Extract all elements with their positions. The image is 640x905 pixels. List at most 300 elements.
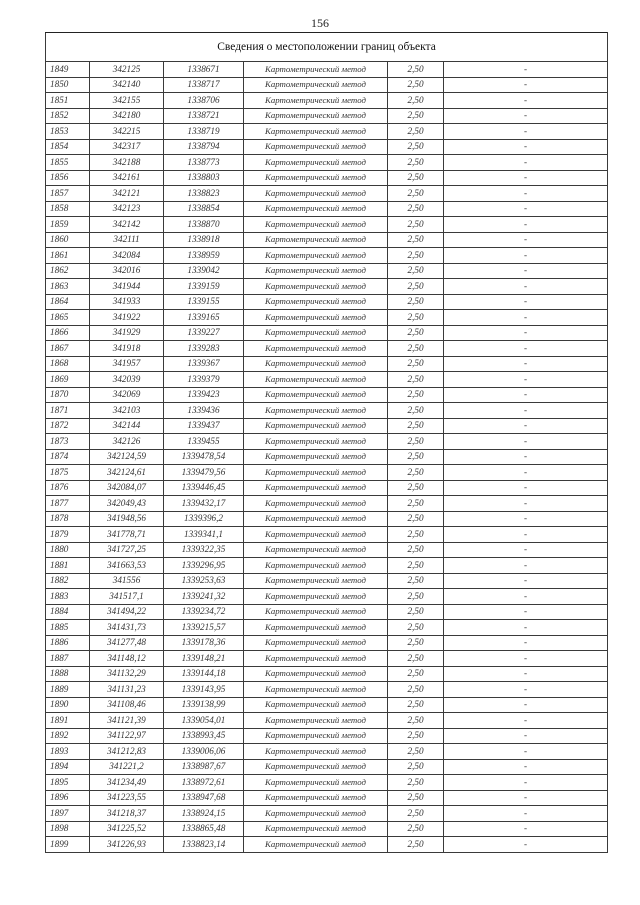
description-cell: -	[444, 77, 608, 93]
coordinate-x-cell: 341929	[90, 325, 164, 341]
coordinate-y-cell: 1339155	[164, 294, 244, 310]
accuracy-cell: 2,50	[388, 403, 444, 419]
method-cell: Картометрический метод	[244, 527, 388, 543]
accuracy-cell: 2,50	[388, 558, 444, 574]
accuracy-cell: 2,50	[388, 341, 444, 357]
point-number-cell: 1850	[46, 77, 90, 93]
coordinate-y-cell: 1339054,01	[164, 713, 244, 729]
table-row	[46, 682, 608, 698]
coordinate-y-cell: 1339178,36	[164, 635, 244, 651]
coordinate-y-cell: 1339253,63	[164, 573, 244, 589]
accuracy-cell: 2,50	[388, 620, 444, 636]
coordinate-x-cell: 341948,56	[90, 511, 164, 527]
description-cell: -	[444, 666, 608, 682]
point-number-cell: 1877	[46, 496, 90, 512]
accuracy-cell: 2,50	[388, 124, 444, 140]
method-cell: Картометрический метод	[244, 573, 388, 589]
description-cell: -	[444, 759, 608, 775]
coordinate-y-cell: 1339296,95	[164, 558, 244, 574]
coordinate-y-cell: 1338823,14	[164, 837, 244, 853]
method-cell: Картометрический метод	[244, 93, 388, 109]
point-number-cell: 1854	[46, 139, 90, 155]
coordinate-y-cell: 1338924,15	[164, 806, 244, 822]
table-row	[46, 511, 608, 527]
point-number-cell: 1889	[46, 682, 90, 698]
coordinate-x-cell: 341277,48	[90, 635, 164, 651]
description-cell: -	[444, 604, 608, 620]
description-cell: -	[444, 108, 608, 124]
description-cell: -	[444, 170, 608, 186]
table-row	[46, 713, 608, 729]
point-number-cell: 1898	[46, 821, 90, 837]
coordinate-y-cell: 1339396,2	[164, 511, 244, 527]
method-cell: Картометрический метод	[244, 279, 388, 295]
table-row	[46, 589, 608, 605]
method-cell: Картометрический метод	[244, 713, 388, 729]
coordinate-y-cell: 1339446,45	[164, 480, 244, 496]
description-cell: -	[444, 620, 608, 636]
accuracy-cell: 2,50	[388, 542, 444, 558]
table-row	[46, 666, 608, 682]
accuracy-cell: 2,50	[388, 356, 444, 372]
accuracy-cell: 2,50	[388, 573, 444, 589]
accuracy-cell: 2,50	[388, 775, 444, 791]
method-cell: Картометрический метод	[244, 449, 388, 465]
coordinate-x-cell: 341225,52	[90, 821, 164, 837]
coordinate-y-cell: 1338717	[164, 77, 244, 93]
method-cell: Картометрический метод	[244, 511, 388, 527]
description-cell: -	[444, 155, 608, 171]
table-row	[46, 821, 608, 837]
coordinate-x-cell: 342016	[90, 263, 164, 279]
point-number-cell: 1897	[46, 806, 90, 822]
description-cell: -	[444, 697, 608, 713]
coordinate-x-cell: 342049,43	[90, 496, 164, 512]
accuracy-cell: 2,50	[388, 666, 444, 682]
accuracy-cell: 2,50	[388, 682, 444, 698]
accuracy-cell: 2,50	[388, 806, 444, 822]
coordinate-y-cell: 1338721	[164, 108, 244, 124]
description-cell: -	[444, 821, 608, 837]
point-number-cell: 1888	[46, 666, 90, 682]
description-cell: -	[444, 480, 608, 496]
table-row	[46, 620, 608, 636]
point-number-cell: 1887	[46, 651, 90, 667]
coordinate-x-cell: 342121	[90, 186, 164, 202]
description-cell: -	[444, 356, 608, 372]
table-row	[46, 418, 608, 434]
description-cell: -	[444, 62, 608, 78]
coordinate-y-cell: 1338959	[164, 248, 244, 264]
point-number-cell: 1855	[46, 155, 90, 171]
coordinate-x-cell: 341778,71	[90, 527, 164, 543]
method-cell: Картометрический метод	[244, 465, 388, 481]
table-row	[46, 263, 608, 279]
method-cell: Картометрический метод	[244, 232, 388, 248]
point-number-cell: 1863	[46, 279, 90, 295]
page-number: 156	[311, 16, 329, 30]
method-cell: Картометрический метод	[244, 186, 388, 202]
coordinate-y-cell: 1339143,95	[164, 682, 244, 698]
description-cell: -	[444, 418, 608, 434]
coordinate-x-cell: 341727,25	[90, 542, 164, 558]
coordinate-x-cell: 342144	[90, 418, 164, 434]
description-cell: -	[444, 744, 608, 760]
point-number-cell: 1861	[46, 248, 90, 264]
method-cell: Картометрический метод	[244, 821, 388, 837]
coordinate-x-cell: 342126	[90, 434, 164, 450]
table-row	[46, 341, 608, 357]
description-cell: -	[444, 589, 608, 605]
method-cell: Картометрический метод	[244, 124, 388, 140]
point-number-cell: 1859	[46, 217, 90, 233]
accuracy-cell: 2,50	[388, 449, 444, 465]
coordinate-y-cell: 1338947,68	[164, 790, 244, 806]
description-cell: -	[444, 248, 608, 264]
point-number-cell: 1872	[46, 418, 90, 434]
coordinate-y-cell: 1339006,06	[164, 744, 244, 760]
coordinate-x-cell: 341663,53	[90, 558, 164, 574]
table-row	[46, 759, 608, 775]
method-cell: Картометрический метод	[244, 759, 388, 775]
coordinate-x-cell: 342215	[90, 124, 164, 140]
method-cell: Картометрический метод	[244, 418, 388, 434]
method-cell: Картометрический метод	[244, 108, 388, 124]
accuracy-cell: 2,50	[388, 527, 444, 543]
coordinate-y-cell: 1339215,57	[164, 620, 244, 636]
coordinate-y-cell: 1338987,67	[164, 759, 244, 775]
table-row	[46, 480, 608, 496]
coordinate-y-cell: 1339437	[164, 418, 244, 434]
coordinate-x-cell: 342180	[90, 108, 164, 124]
coordinate-y-cell: 1339138,99	[164, 697, 244, 713]
accuracy-cell: 2,50	[388, 294, 444, 310]
coordinate-y-cell: 1339234,72	[164, 604, 244, 620]
method-cell: Картометрический метод	[244, 434, 388, 450]
table-row	[46, 775, 608, 791]
description-cell: -	[444, 449, 608, 465]
point-number-cell: 1896	[46, 790, 90, 806]
method-cell: Картометрический метод	[244, 620, 388, 636]
point-number-cell: 1876	[46, 480, 90, 496]
method-cell: Картометрический метод	[244, 155, 388, 171]
accuracy-cell: 2,50	[388, 248, 444, 264]
method-cell: Картометрический метод	[244, 387, 388, 403]
table-row	[46, 728, 608, 744]
description-cell: -	[444, 186, 608, 202]
accuracy-cell: 2,50	[388, 635, 444, 651]
coordinate-y-cell: 1339432,17	[164, 496, 244, 512]
accuracy-cell: 2,50	[388, 418, 444, 434]
coordinate-x-cell: 342155	[90, 93, 164, 109]
accuracy-cell: 2,50	[388, 217, 444, 233]
description-cell: -	[444, 806, 608, 822]
method-cell: Картометрический метод	[244, 697, 388, 713]
method-cell: Картометрический метод	[244, 341, 388, 357]
description-cell: -	[444, 651, 608, 667]
point-number-cell: 1873	[46, 434, 90, 450]
point-number-cell: 1856	[46, 170, 90, 186]
coordinate-y-cell: 1338918	[164, 232, 244, 248]
table-row	[46, 248, 608, 264]
point-number-cell: 1878	[46, 511, 90, 527]
method-cell: Картометрический метод	[244, 356, 388, 372]
point-number-cell: 1864	[46, 294, 90, 310]
coordinate-x-cell: 342188	[90, 155, 164, 171]
point-number-cell: 1884	[46, 604, 90, 620]
point-number-cell: 1874	[46, 449, 90, 465]
table-row	[46, 372, 608, 388]
coordinate-x-cell: 342123	[90, 201, 164, 217]
accuracy-cell: 2,50	[388, 465, 444, 481]
accuracy-cell: 2,50	[388, 279, 444, 295]
coordinate-y-cell: 1338972,61	[164, 775, 244, 791]
accuracy-cell: 2,50	[388, 837, 444, 853]
method-cell: Картометрический метод	[244, 372, 388, 388]
table-row	[46, 403, 608, 419]
table-row	[46, 232, 608, 248]
method-cell: Картометрический метод	[244, 728, 388, 744]
point-number-cell: 1885	[46, 620, 90, 636]
coordinate-x-cell: 341218,37	[90, 806, 164, 822]
accuracy-cell: 2,50	[388, 93, 444, 109]
coordinate-x-cell: 341944	[90, 279, 164, 295]
coordinate-x-cell: 342124,61	[90, 465, 164, 481]
method-cell: Картометрический метод	[244, 775, 388, 791]
description-cell: -	[444, 310, 608, 326]
method-cell: Картометрический метод	[244, 558, 388, 574]
method-cell: Картометрический метод	[244, 62, 388, 78]
coordinate-x-cell: 342084,07	[90, 480, 164, 496]
table-row	[46, 325, 608, 341]
description-cell: -	[444, 232, 608, 248]
point-number-cell: 1849	[46, 62, 90, 78]
point-number-cell: 1893	[46, 744, 90, 760]
table-row	[46, 93, 608, 109]
table-row	[46, 77, 608, 93]
coordinate-y-cell: 1339322,35	[164, 542, 244, 558]
coordinate-y-cell: 1338823	[164, 186, 244, 202]
coordinate-x-cell: 341918	[90, 341, 164, 357]
method-cell: Картометрический метод	[244, 480, 388, 496]
method-cell: Картометрический метод	[244, 589, 388, 605]
coordinate-x-cell: 341131,23	[90, 682, 164, 698]
method-cell: Картометрический метод	[244, 744, 388, 760]
point-number-cell: 1853	[46, 124, 90, 140]
table-row	[46, 356, 608, 372]
accuracy-cell: 2,50	[388, 651, 444, 667]
coordinate-y-cell: 1339341,1	[164, 527, 244, 543]
coordinate-y-cell: 1339241,32	[164, 589, 244, 605]
coordinate-x-cell: 342125	[90, 62, 164, 78]
accuracy-cell: 2,50	[388, 604, 444, 620]
description-cell: -	[444, 558, 608, 574]
method-cell: Картометрический метод	[244, 201, 388, 217]
table-row	[46, 496, 608, 512]
coordinate-y-cell: 1338706	[164, 93, 244, 109]
accuracy-cell: 2,50	[388, 713, 444, 729]
coordinate-x-cell: 341933	[90, 294, 164, 310]
coordinate-x-cell: 342069	[90, 387, 164, 403]
accuracy-cell: 2,50	[388, 170, 444, 186]
table-row	[46, 651, 608, 667]
point-number-cell: 1868	[46, 356, 90, 372]
method-cell: Картометрический метод	[244, 542, 388, 558]
method-cell: Картометрический метод	[244, 294, 388, 310]
description-cell: -	[444, 279, 608, 295]
method-cell: Картометрический метод	[244, 263, 388, 279]
description-cell: -	[444, 217, 608, 233]
method-cell: Картометрический метод	[244, 325, 388, 341]
coordinate-y-cell: 1338854	[164, 201, 244, 217]
description-cell: -	[444, 728, 608, 744]
coordinate-x-cell: 341148,12	[90, 651, 164, 667]
method-cell: Картометрический метод	[244, 139, 388, 155]
description-cell: -	[444, 542, 608, 558]
coordinate-y-cell: 1338794	[164, 139, 244, 155]
table-row	[46, 124, 608, 140]
coordinate-y-cell: 1339165	[164, 310, 244, 326]
accuracy-cell: 2,50	[388, 155, 444, 171]
method-cell: Картометрический метод	[244, 635, 388, 651]
coordinate-y-cell: 1338870	[164, 217, 244, 233]
accuracy-cell: 2,50	[388, 325, 444, 341]
description-cell: -	[444, 573, 608, 589]
description-cell: -	[444, 294, 608, 310]
table-row	[46, 837, 608, 853]
coordinate-x-cell: 341121,39	[90, 713, 164, 729]
method-cell: Картометрический метод	[244, 310, 388, 326]
table-row	[46, 542, 608, 558]
method-cell: Картометрический метод	[244, 666, 388, 682]
description-cell: -	[444, 387, 608, 403]
coordinate-y-cell: 1339159	[164, 279, 244, 295]
coordinate-x-cell: 342111	[90, 232, 164, 248]
coordinate-x-cell: 342317	[90, 139, 164, 155]
description-cell: -	[444, 372, 608, 388]
description-cell: -	[444, 790, 608, 806]
table-row	[46, 387, 608, 403]
coordinate-x-cell: 341494,22	[90, 604, 164, 620]
accuracy-cell: 2,50	[388, 759, 444, 775]
point-number-cell: 1879	[46, 527, 90, 543]
coordinate-x-cell: 341212,83	[90, 744, 164, 760]
point-number-cell: 1869	[46, 372, 90, 388]
coordinate-x-cell: 342103	[90, 403, 164, 419]
coordinate-x-cell: 341122,97	[90, 728, 164, 744]
method-cell: Картометрический метод	[244, 403, 388, 419]
table-row	[46, 604, 608, 620]
point-number-cell: 1875	[46, 465, 90, 481]
coordinate-x-cell: 341234,49	[90, 775, 164, 791]
coordinate-x-cell: 342142	[90, 217, 164, 233]
coordinate-y-cell: 1338773	[164, 155, 244, 171]
point-number-cell: 1865	[46, 310, 90, 326]
table-row	[46, 806, 608, 822]
accuracy-cell: 2,50	[388, 744, 444, 760]
description-cell: -	[444, 341, 608, 357]
coordinate-y-cell: 1339144,18	[164, 666, 244, 682]
table-row	[46, 310, 608, 326]
point-number-cell: 1867	[46, 341, 90, 357]
accuracy-cell: 2,50	[388, 728, 444, 744]
description-cell: -	[444, 713, 608, 729]
coordinate-x-cell: 341108,46	[90, 697, 164, 713]
description-cell: -	[444, 465, 608, 481]
description-cell: -	[444, 682, 608, 698]
description-cell: -	[444, 325, 608, 341]
description-cell: -	[444, 434, 608, 450]
method-cell: Картометрический метод	[244, 604, 388, 620]
point-number-cell: 1899	[46, 837, 90, 853]
point-number-cell: 1883	[46, 589, 90, 605]
table-title-row	[46, 33, 608, 62]
accuracy-cell: 2,50	[388, 511, 444, 527]
accuracy-cell: 2,50	[388, 310, 444, 326]
point-number-cell: 1894	[46, 759, 90, 775]
accuracy-cell: 2,50	[388, 790, 444, 806]
accuracy-cell: 2,50	[388, 372, 444, 388]
coordinate-y-cell: 1338993,45	[164, 728, 244, 744]
coordinate-y-cell: 1339436	[164, 403, 244, 419]
accuracy-cell: 2,50	[388, 62, 444, 78]
accuracy-cell: 2,50	[388, 434, 444, 450]
coordinate-x-cell: 341431,73	[90, 620, 164, 636]
description-cell: -	[444, 527, 608, 543]
coordinate-x-cell: 341556	[90, 573, 164, 589]
method-cell: Картометрический метод	[244, 837, 388, 853]
coordinate-x-cell: 342124,59	[90, 449, 164, 465]
coordinate-y-cell: 1338671	[164, 62, 244, 78]
point-number-cell: 1881	[46, 558, 90, 574]
coordinate-y-cell: 1339455	[164, 434, 244, 450]
accuracy-cell: 2,50	[388, 201, 444, 217]
point-number-cell: 1851	[46, 93, 90, 109]
method-cell: Картометрический метод	[244, 496, 388, 512]
coordinate-y-cell: 1339379	[164, 372, 244, 388]
coordinate-y-cell: 1339479,56	[164, 465, 244, 481]
description-cell: -	[444, 635, 608, 651]
description-cell: -	[444, 201, 608, 217]
table-row	[46, 279, 608, 295]
description-cell: -	[444, 124, 608, 140]
coordinate-y-cell: 1338719	[164, 124, 244, 140]
point-number-cell: 1891	[46, 713, 90, 729]
table-row	[46, 155, 608, 171]
table-title: Сведения о местоположении границ объекта	[46, 33, 608, 62]
table-row	[46, 170, 608, 186]
table-row	[46, 217, 608, 233]
table-row	[46, 139, 608, 155]
table-row	[46, 573, 608, 589]
table-row	[46, 465, 608, 481]
coordinate-y-cell: 1339478,54	[164, 449, 244, 465]
coordinate-y-cell: 1338865,48	[164, 821, 244, 837]
method-cell: Картометрический метод	[244, 217, 388, 233]
point-number-cell: 1858	[46, 201, 90, 217]
accuracy-cell: 2,50	[388, 139, 444, 155]
accuracy-cell: 2,50	[388, 77, 444, 93]
coordinate-x-cell: 341223,55	[90, 790, 164, 806]
accuracy-cell: 2,50	[388, 186, 444, 202]
coordinate-y-cell: 1339367	[164, 356, 244, 372]
point-number-cell: 1860	[46, 232, 90, 248]
accuracy-cell: 2,50	[388, 387, 444, 403]
point-number-cell: 1870	[46, 387, 90, 403]
accuracy-cell: 2,50	[388, 263, 444, 279]
coordinate-y-cell: 1339042	[164, 263, 244, 279]
description-cell: -	[444, 93, 608, 109]
